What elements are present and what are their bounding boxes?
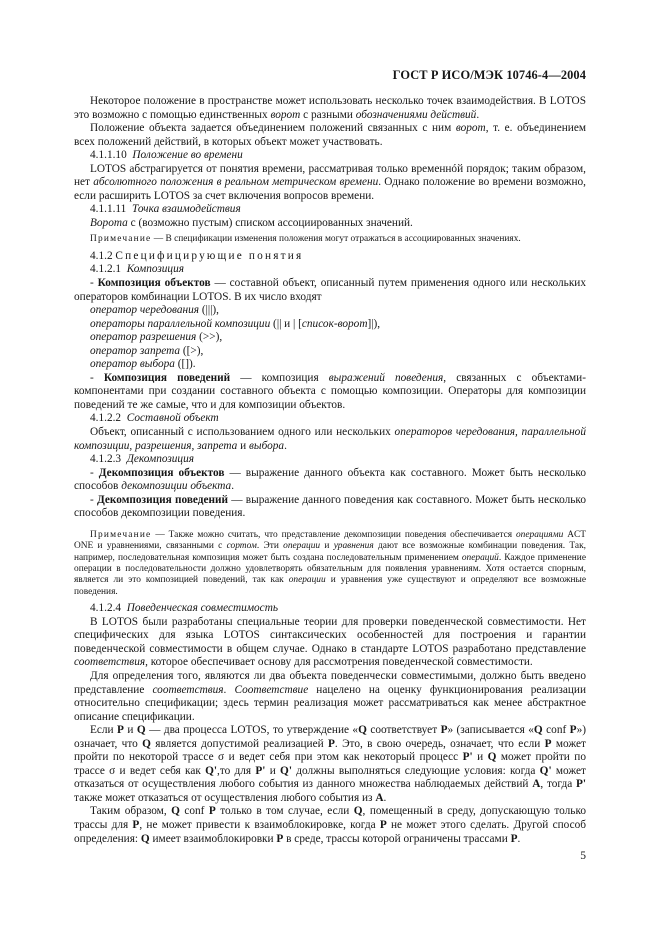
paragraph: Для определения того, являются ли два объекта поведенчески совместимыми, должно быть введено представление соответствия. Соответствие нацелено на оценку функционирования реализации относительно спецификации; здесь термин реализация может рассматриваться как менее абстрактное описание спецификации. bbox=[74, 669, 586, 723]
operator-item: оператор чередования (|||), bbox=[90, 304, 219, 317]
page-number: 5 bbox=[580, 850, 586, 862]
definition-behaviour-decomposition: - Декомпозиция поведений — выражение данного поведения как составного. Может быть несколько способов декомпозиции поведения. bbox=[74, 493, 586, 520]
section-heading-4-1-2: 4.1.2 Специфицирующие понятия bbox=[90, 249, 304, 262]
paragraph: LOTOS абстрагируется от понятия времени, рассматривая только временнóй порядок; таким образом, нет абсолютного положения в реальном метрическом времени. Однако положение во времени возможно, если расширить LOTOS за счет включения вопросов времени. bbox=[74, 162, 587, 202]
paragraph: Положение объекта задается объединением положений связанных с ним ворот, т. е. объединением всех положений действий, в которых объект может участвовать. bbox=[74, 122, 586, 148]
section-heading-4-1-2-4: 4.1.2.4 Поведенческая совместимость bbox=[90, 602, 278, 615]
paragraph: Таким образом, Q conf P только в том случае, если Q, помещенный в среду, допускающую только трассы для P, не может привести к взаимоблокировке, когда P не может этого сделать. Другой способ определения: Q имеет взаимоблокировки P в среде, трассы которой ограничены трассами P. bbox=[74, 805, 587, 845]
paragraph: Ворота с (возможно пустым) списком ассоциированных значений. bbox=[90, 216, 413, 229]
page-header: ГОСТ Р ИСО/МЭК 10746-4—2004 bbox=[392, 68, 586, 82]
paragraph: Объект, описанный с использованием одного или нескольких операторов чередования, параллельной композиции, разрешения, запрета и выбора. bbox=[74, 425, 586, 452]
operator-item: оператор запрета ([>), bbox=[90, 344, 204, 357]
definition-behaviour-composition: - Композиция поведений — композиция выражений поведения, связанных с объектами-компонентами при создании составного объекта с помощью композиции. Операторы для композиции поведений те же самые, что и для композиции объектов. bbox=[74, 371, 586, 411]
operator-item: операторы параллельной композиции (|| и | [список-ворот]|), bbox=[90, 317, 381, 330]
section-heading-4-1-2-1: 4.1.2.1 Композиция bbox=[90, 263, 184, 276]
paragraph: Некоторое положение в пространстве может использовать несколько точек взаимодействия. В LOTOS это возможно с помощью единственных ворот с разными обозначениями действий. bbox=[74, 95, 586, 121]
definition-object-composition: - Композиция объектов — составной объект, описанный путем применения одного или нескольких операторов комбинации LOTOS. В их число входят bbox=[74, 276, 586, 303]
section-heading-4-1-1-10: 4.1.1.10 Положение во времени bbox=[90, 149, 243, 162]
operator-item: оператор выбора ([]). bbox=[90, 358, 196, 371]
operator-item: оператор разрешения (>>), bbox=[90, 331, 223, 344]
definition-object-decomposition: - Декомпозиция объектов — выражение данного объекта как составного. Может быть несколько способов декомпозиции объекта. bbox=[74, 466, 586, 493]
section-heading-4-1-2-3: 4.1.2.3 Декомпозиция bbox=[90, 453, 194, 466]
section-heading-4-1-1-11: 4.1.1.11 Точка взаимодействия bbox=[90, 203, 241, 216]
note: Примечание — В спецификации изменения положения могут отражаться в ассоциированных значениях. bbox=[90, 234, 521, 245]
note: Примечание — Также можно считать, что представление декомпозиции поведения обеспечивается операциями ACT ONE и уравнениями, связанными с сортом. Эти операции и уравнения дают все возможные комбинации поведения. Так, например, последовательная композиция может быть создана последовательным применением операций. Каждое применение операции в последовательности должно удовлетворять обязательным для появления уравнениям. Хотя остается спорным, является ли это композицией поведений, так как операции и уравнения уже существуют и определяют все возможные поведения. bbox=[74, 529, 587, 597]
paragraph: Если P и Q — два процесса LOTOS, то утверждение «Q соответствует P» (записывается «Q conf P») означает, что Q является допустимой реализацией P. Это, в свою очередь, означает, что если P может пройти по некоторой трассе σ и ведет себя при этом как некоторый процесс P' и Q может пройти по трассе σ и ведет себя как Q',то для P' и Q' должны выполняться следующие условия: когда Q' может отказаться от осуществления любого события из данного множества наблюдаемых действий A, тогда P' также может отказаться от осуществления любого события из A. bbox=[74, 724, 586, 804]
section-heading-4-1-2-2: 4.1.2.2 Составной объект bbox=[90, 412, 219, 425]
paragraph: В LOTOS были разработаны специальные теории для проверки поведенческой совместимости. Нет специфических для языка LOTOS синтаксических особенностей для построения и гарантии поведенческой совместимости в общем случае. Однако в стандарте LOTOS разработано представление соответствия, которое обеспечивает основу для рассмотрения поведенческой совместимости. bbox=[74, 615, 586, 669]
document-body bbox=[74, 95, 586, 846]
